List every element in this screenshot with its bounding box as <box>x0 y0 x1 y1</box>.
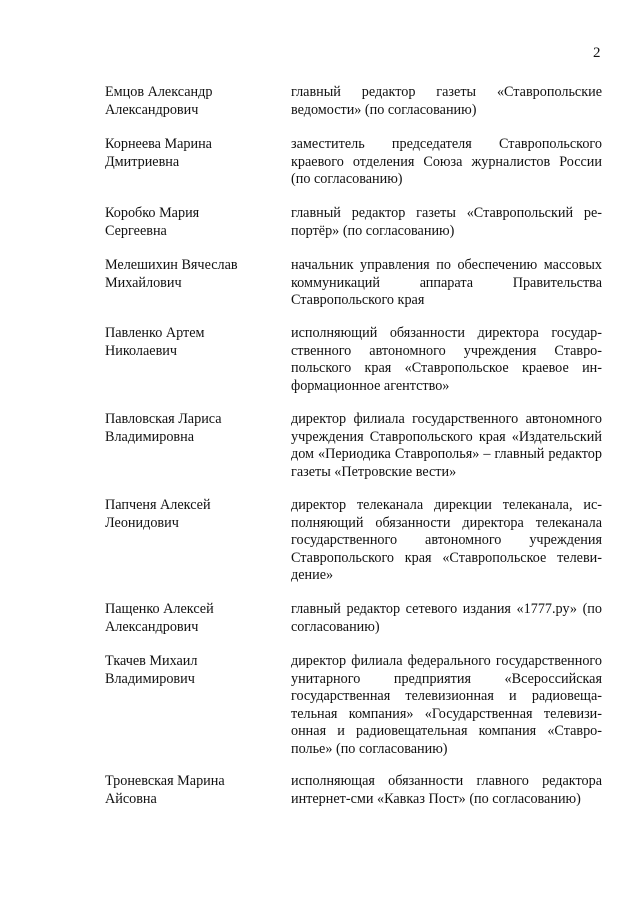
member-patronymic: Сергеевна <box>105 222 167 239</box>
member-patronymic: Дмитриевна <box>105 153 180 170</box>
member-patronymic: Михайлович <box>105 274 182 291</box>
member-name <box>105 136 275 171</box>
member-role: главный редактор газеты «Ставропольский репортёр» (по согласованию) <box>291 205 602 239</box>
member-name <box>105 411 275 446</box>
member-role: главный редактор газеты «Ставропольские ведомости» (по согласованию) <box>291 84 602 118</box>
member-surname-first: Павленко Артем <box>105 325 205 341</box>
member-role: директор филиала государственного автономного учреждения Ставропольского края «Издательский дом «Периодика Ставрополья» – главный редактор газеты «Петровские вести» <box>291 411 602 480</box>
member-patronymic: Александрович <box>105 618 199 635</box>
member-name <box>105 205 275 240</box>
member-patronymic: Леонидович <box>105 514 179 531</box>
member-surname-first: Троневская Марина <box>105 773 225 789</box>
member-name <box>105 497 275 532</box>
member-name <box>105 325 275 360</box>
member-patronymic: Александрович <box>105 101 199 118</box>
member-surname-first: Емцов Александр <box>105 84 213 100</box>
member-surname-first: Пащенко Алексей <box>105 601 214 617</box>
member-surname-first: Папченя Алексей <box>105 497 211 513</box>
member-role: исполняющая обязанности главного редактора интернет-сми «Кавказ Пост» (по согласованию) <box>291 773 602 807</box>
member-role: главный редактор сетевого издания «1777.ру» (по согласованию) <box>291 601 602 635</box>
member-surname-first: Корнеева Марина <box>105 136 212 152</box>
member-name <box>105 773 275 808</box>
member-patronymic: Николаевич <box>105 342 178 359</box>
page-number: 2 <box>593 45 601 61</box>
member-role: исполняющий обязанности директора государственного автономного учреждения Ставропольского края «Ставропольское краевое информационное агентство» <box>291 325 602 394</box>
member-surname-first: Ткачев Михаил <box>105 653 198 669</box>
member-name <box>105 257 275 292</box>
member-name <box>105 84 275 119</box>
member-name <box>105 653 275 688</box>
member-role: директор телеканала дирекции телеканала, исполняющий обязанности директора телеканала государственного автономного учреждения Ставропольского края «Ставропольское телевидение» <box>291 497 602 584</box>
member-patronymic: Айсовна <box>105 790 157 807</box>
member-role: заместитель председателя Ставропольского краевого отделения Союза журналистов России (по согласованию) <box>291 136 602 188</box>
member-surname-first: Коробко Мария <box>105 205 200 221</box>
member-name <box>105 601 275 636</box>
member-surname-first: Мелешихин Вячеслав <box>105 257 238 273</box>
member-role: начальник управления по обеспечению массовых коммуникаций аппарата Правительства Ставропольского края <box>291 257 602 309</box>
member-patronymic: Владимирович <box>105 670 195 687</box>
member-patronymic: Владимировна <box>105 428 194 445</box>
member-role: директор филиала федерального государственного унитарного предприятия «Всероссийская государственная телевизионная и радиовещательная компания» «Государственная телевизионная и радиовещательная компания «Ставрополье» (по согласованию) <box>291 653 602 757</box>
member-surname-first: Павловская Лариса <box>105 411 222 427</box>
